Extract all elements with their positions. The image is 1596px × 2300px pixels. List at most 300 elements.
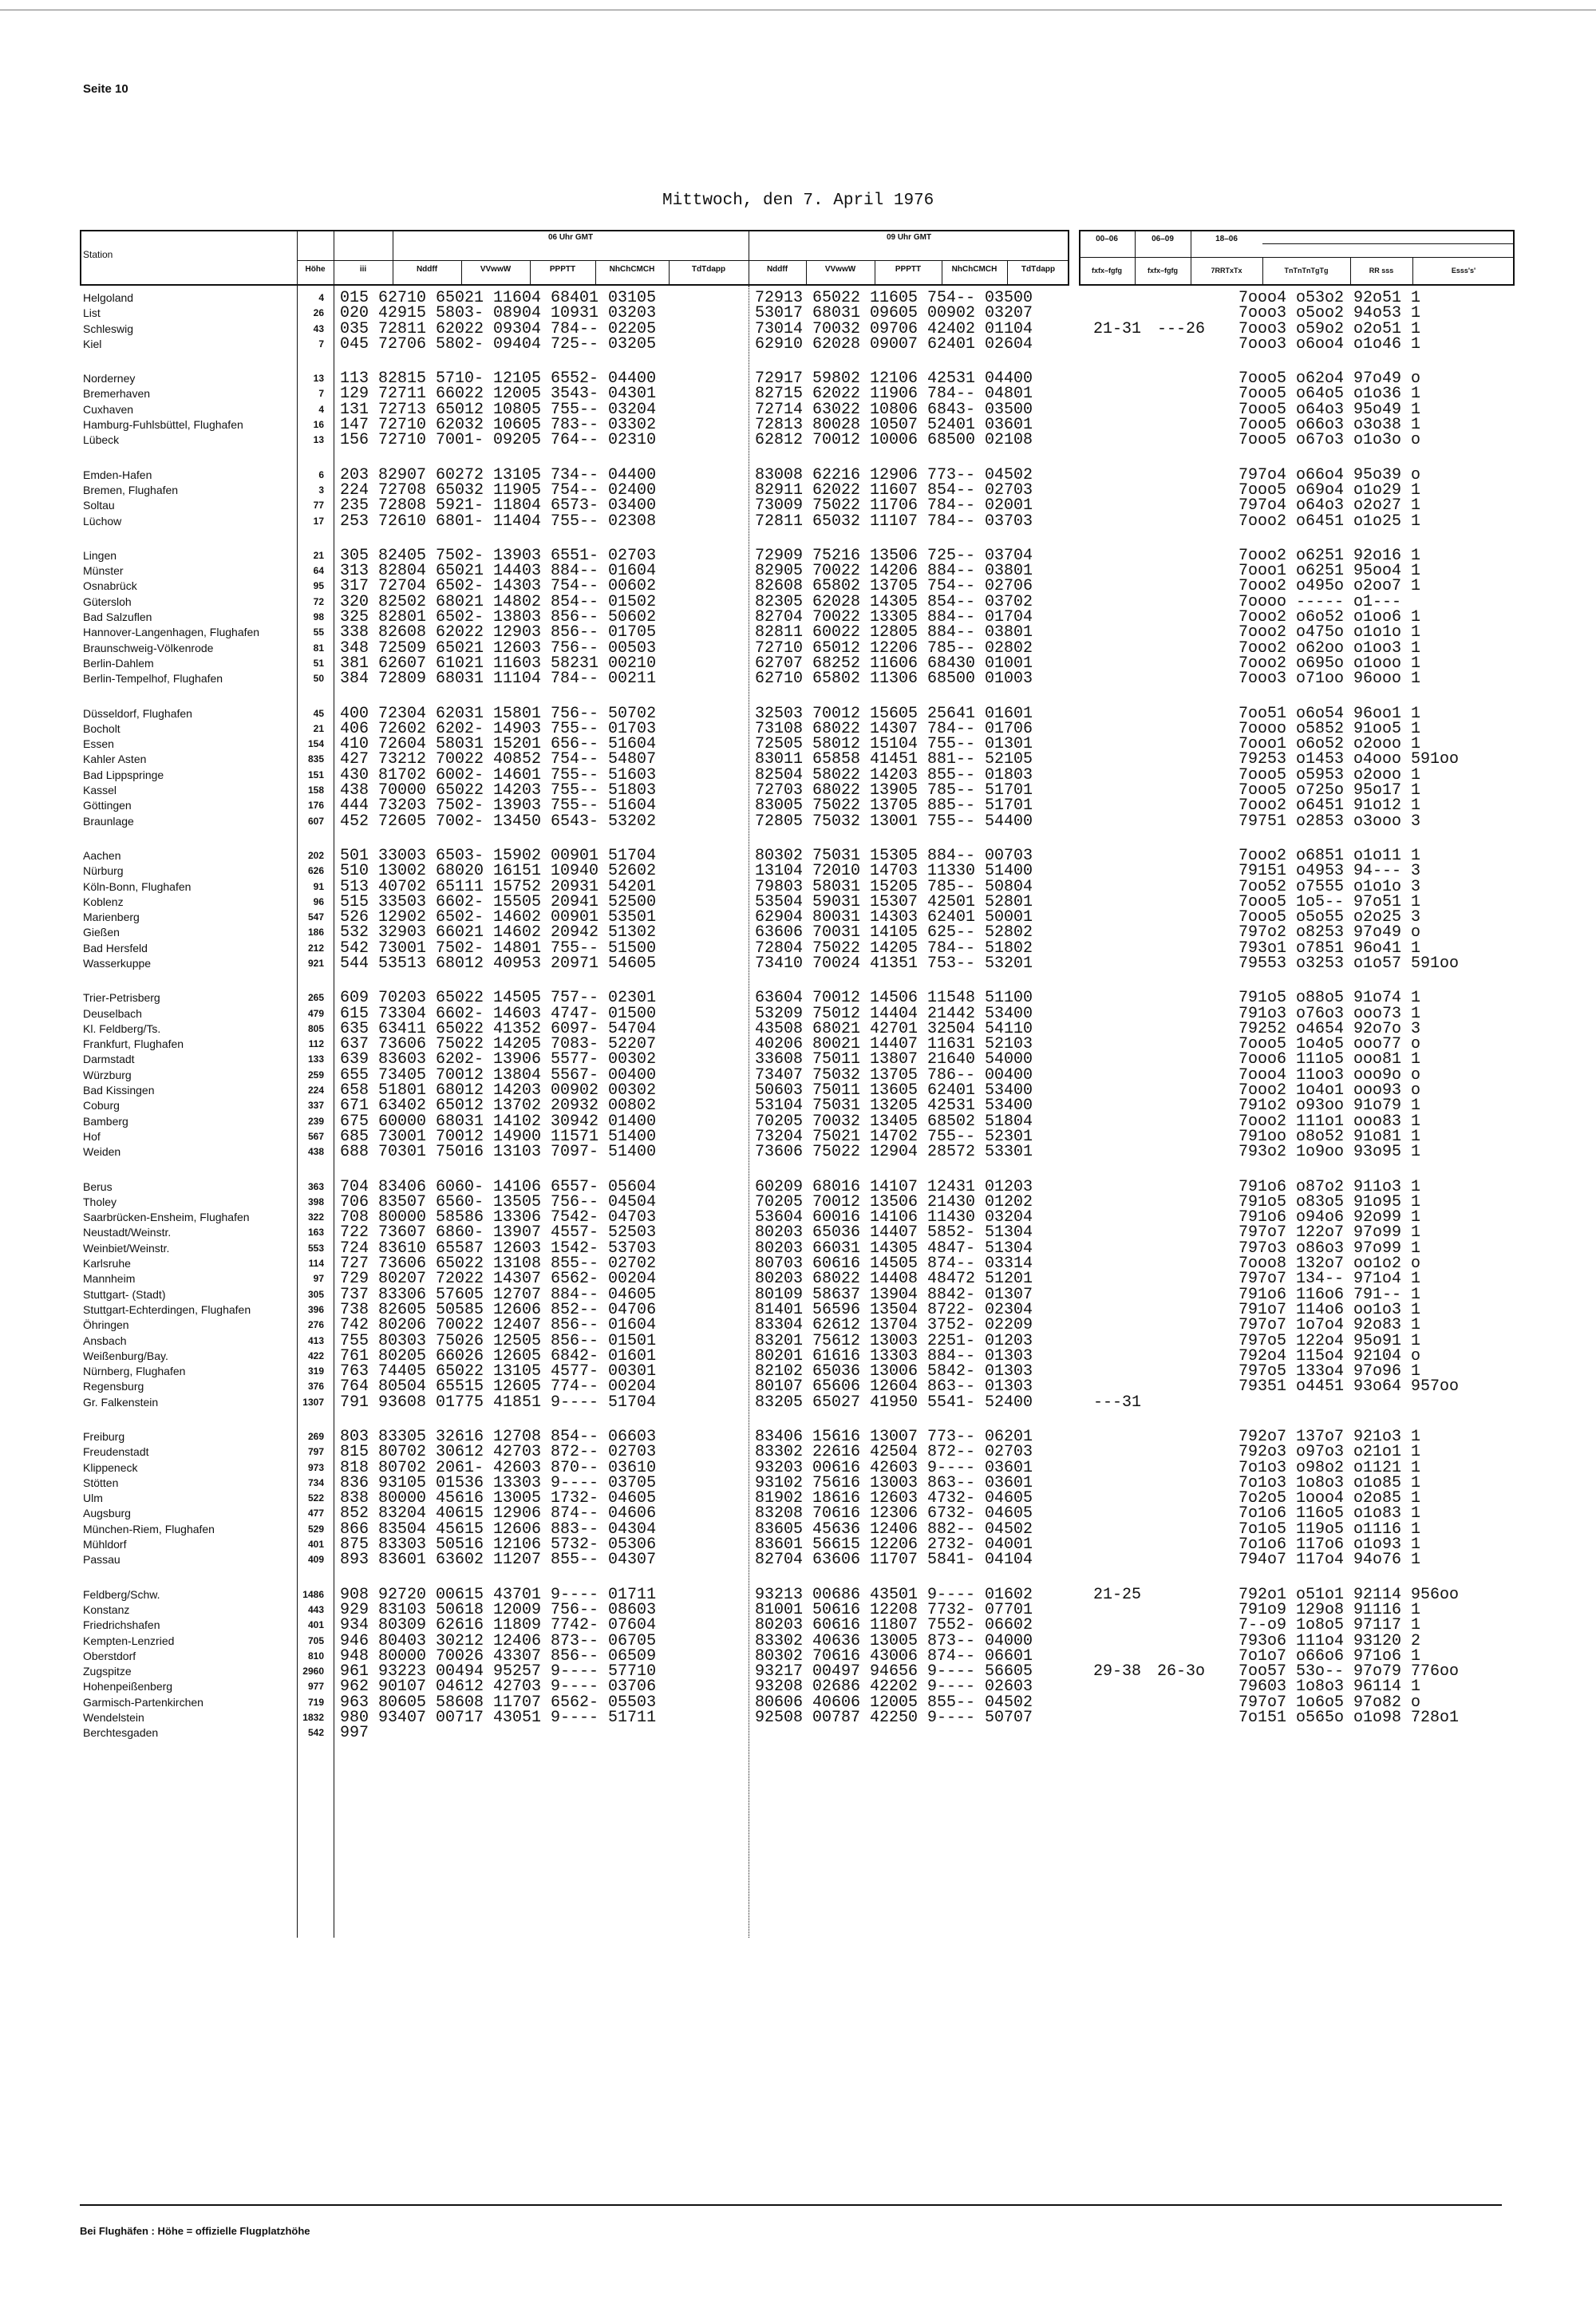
gust-06-09-value	[1157, 925, 1205, 940]
station-name: Marienberg	[83, 911, 140, 924]
row-group	[1238, 371, 1459, 448]
obs-09-row: 80703 60616 14505 874-- 03314	[755, 1256, 1033, 1272]
gust-00-06-value	[1093, 1256, 1141, 1271]
station-name: Helgoland	[83, 291, 134, 304]
station-altitude: 398	[307, 1195, 324, 1207]
gust-00-06-value	[1093, 337, 1141, 352]
extremes-row: 7ooo2 111o1 ooo83 1	[1238, 1113, 1421, 1129]
extremes-row: 7ooo5 o67o3 o1o3o o	[1238, 433, 1421, 449]
obs-06-row: 803 83305 32616 12708 854-- 06603	[340, 1429, 657, 1445]
station-altitude: 133	[307, 1053, 324, 1065]
station-name: Braunlage	[83, 814, 134, 828]
gust-00-06-value	[1093, 783, 1141, 798]
obs-06-row: 838 80000 45616 13005 1732- 04605	[340, 1491, 657, 1507]
gust-06-09-value	[1157, 721, 1205, 737]
row-group	[1238, 990, 1459, 1160]
obs-06-row: 513 40702 65111 15752 20931 54201	[340, 879, 657, 895]
row-group	[1093, 990, 1141, 1160]
obs-06-row: 501 33003 6503- 15902 00901 51704	[340, 848, 657, 864]
obs-06-row: 737 83306 57605 12707 884-- 04605	[340, 1286, 657, 1302]
obs-06-row: 235 72808 5921- 11804 6573- 03400	[340, 498, 657, 514]
station-name: Berlin-Dahlem	[83, 656, 154, 670]
obs-09-row: 40206 80021 14407 11631 52103	[755, 1037, 1033, 1053]
row-group	[340, 371, 656, 448]
extremes-row: 7ooo4 o53o2 92o51 1	[1238, 290, 1421, 306]
obs-09-row: 82704 70022 13305 884-- 01704	[755, 610, 1033, 626]
station-altitude: 45	[313, 707, 324, 719]
station-name: Feldberg/Schw.	[83, 1587, 290, 1602]
gust-06-09-value	[1157, 1602, 1205, 1618]
gust-06-09-value	[1157, 1679, 1205, 1694]
header-09-gmt: 09 Uhr GMT	[886, 233, 932, 242]
header-06-vvwww: VVwwW	[480, 265, 512, 274]
gust-00-06-value	[1093, 1429, 1141, 1444]
obs-09-row: 81001 50616 12208 7732- 07701	[755, 1602, 1033, 1618]
gust-00-06-value	[1093, 925, 1141, 940]
header-06-clouds: NhChCMCH	[609, 265, 655, 274]
obs-06-row: 129 72711 66022 12005 3543- 04301	[340, 386, 657, 402]
obs-09-row: 92508 00787 42250 9---- 50707	[755, 1710, 1033, 1726]
row-group	[340, 290, 656, 352]
gust-06-09-value	[1157, 783, 1205, 798]
row-group	[1157, 990, 1205, 1160]
extremes-row: 7oooo o5852 91oo5 1	[1238, 721, 1421, 737]
station-name: Schleswig	[83, 322, 134, 335]
obs-06-row: 544 53513 68012 40953 20971 54605	[340, 955, 657, 972]
station-name: Soltau	[83, 499, 115, 512]
gust-06-09-value	[1157, 1537, 1205, 1552]
row-group	[287, 990, 324, 1160]
obs-06-row: 893 83601 63602 11207 855-- 04307	[340, 1552, 657, 1568]
row-group	[340, 1587, 656, 1741]
station-altitude: 835	[307, 753, 324, 765]
gust-00-06-value	[1093, 610, 1141, 625]
extremes-row: 7ooo2 o6o52 o1oo6 1	[1238, 610, 1421, 626]
extremes-row: 7ooo1 o6251 95oo4 1	[1238, 563, 1421, 579]
obs-09-row: 72913 65022 11605 754-- 03500	[755, 290, 1033, 306]
station-altitude: 409	[307, 1554, 324, 1566]
station-name: Bad Salzuflen	[83, 611, 152, 624]
extremes-row: 791o9 129o8 91116 1	[1238, 1602, 1421, 1618]
obs-09-row: 83605 45636 12406 882-- 04502	[755, 1521, 1033, 1538]
extremes-row: 791o6 116o6 791-- 1	[1238, 1286, 1421, 1302]
obs-06-row: 706 83507 6560- 13505 756-- 04504	[340, 1194, 657, 1211]
extremes-row: 7o1o5 119o5 o1116 1	[1238, 1521, 1421, 1538]
header-09-ppptt: PPPTT	[895, 265, 922, 274]
obs-06-row: 658 51801 68012 14203 00902 00302	[340, 1083, 657, 1099]
station-name: Hamburg-Fuhlsbüttel, Flughafen	[83, 418, 243, 432]
obs-06-row: 131 72713 65012 10805 755-- 03204	[340, 401, 657, 418]
gust-06-09-value	[1157, 1129, 1205, 1144]
obs-06-row: 852 83204 40615 12906 874-- 04606	[340, 1506, 657, 1522]
gust-00-06-value	[1093, 1679, 1141, 1694]
gust-00-06-value	[1093, 1364, 1141, 1379]
gust-00-06-value	[1093, 498, 1141, 513]
station-name: Nürnberg, Flughafen	[83, 1365, 186, 1378]
extremes-row: 7ooo5 o64o5 o1o36 1	[1238, 386, 1421, 402]
gust-00-06-value	[1093, 1491, 1141, 1506]
spacer	[1238, 1395, 1459, 1410]
gust-00-06-value	[1093, 1460, 1141, 1476]
station-altitude: 224	[307, 1085, 324, 1097]
obs-06-row: 348 72509 65021 12603 756-- 00503	[340, 640, 657, 656]
obs-09-row: 73014 70032 09706 42402 01104	[755, 321, 1033, 337]
extremes-row: 792o4 115o4 92104 o	[1238, 1348, 1421, 1365]
row-group	[1093, 1587, 1141, 1741]
gust-00-06-value: 21-31	[1093, 321, 1142, 337]
gust-00-06-value	[1093, 1006, 1141, 1022]
extremes-row: 793o6 111o4 93120 2	[1238, 1633, 1421, 1649]
row-group	[1157, 706, 1205, 829]
header-06-gmt: 06 Uhr GMT	[547, 233, 594, 242]
gust-00-06-value	[1093, 1083, 1141, 1098]
station-altitude: 64	[313, 565, 324, 577]
obs-09-row: 83205 65027 41950 5541- 52400	[755, 1394, 1033, 1410]
station-name: Augsburg	[83, 1507, 131, 1520]
obs-09-row: 53017 68031 09605 00902 03207	[755, 306, 1033, 322]
extremes-row: 79253 o1453 o4ooo 591oo	[1238, 752, 1460, 768]
station-altitude: 1486	[302, 1588, 324, 1600]
station-name: Stötten	[83, 1476, 119, 1489]
obs-09-row: 70205 70012 13506 21430 01202	[755, 1194, 1033, 1211]
extremes-row: 792o3 o97o3 o21o1 1	[1238, 1444, 1421, 1460]
gust-00-06-value	[1093, 641, 1141, 656]
gust-00-06-value	[1093, 737, 1141, 752]
row-group	[83, 706, 290, 829]
extremes-row: 7ooo2 o6851 o1o11 1	[1238, 848, 1421, 864]
gust-00-06-value	[1093, 1349, 1141, 1364]
station-altitude: 259	[307, 1069, 324, 1081]
extremes-row: 7ooo1 o6o52 o2ooo 1	[1238, 737, 1421, 753]
gust-00-06-value	[1093, 306, 1141, 321]
obs-06-row: 406 72602 6202- 14903 755-- 01703	[340, 721, 657, 737]
station-altitude: 1832	[302, 1712, 324, 1724]
header-tn: TnTnTnTgTg	[1284, 267, 1329, 275]
gust-06-09-value	[1157, 1444, 1205, 1460]
row-group	[1238, 548, 1459, 687]
station-name: Göttingen	[83, 799, 132, 812]
gust-00-06-value	[1093, 468, 1141, 483]
gust-06-09-value	[1157, 956, 1205, 971]
station-altitude: 422	[307, 1350, 324, 1361]
header-iii: iii	[359, 265, 367, 274]
gust-06-09-value	[1157, 895, 1205, 910]
extremes-row: 791o5 o88o5 91o74 1	[1238, 990, 1421, 1006]
station-altitude: 4	[318, 403, 324, 415]
row-group	[287, 706, 324, 829]
header-06-nddff: Nddff	[416, 265, 438, 274]
station-altitude: 319	[307, 1365, 324, 1377]
obs-09-row: 72811 65032 11107 784-- 03703	[755, 513, 1033, 529]
obs-06-row: 675 60000 68031 14102 30942 01400	[340, 1113, 657, 1129]
obs-06-row: 224 72708 65032 11905 754-- 02400	[340, 482, 657, 499]
station-name: Ulm	[83, 1492, 103, 1505]
obs-06-row: 320 82502 68021 14802 854-- 01502	[340, 594, 657, 611]
extremes-row: 79603 1o8o3 96114 1	[1238, 1679, 1421, 1695]
gust-06-09-value	[1157, 1587, 1205, 1602]
gust-00-06-value	[1093, 1022, 1141, 1037]
obs-06-row: 818 80702 2061- 42603 870-- 03610	[340, 1460, 657, 1476]
gust-06-09-value	[1157, 671, 1205, 686]
station-name: Gr. Falkenstein	[83, 1395, 290, 1410]
station-altitude: 977	[307, 1681, 324, 1693]
station-name: Nürburg	[83, 864, 124, 878]
station-altitude: 21	[313, 549, 324, 561]
station-name: Kl. Feldberg/Ts.	[83, 1022, 290, 1037]
obs-06-row: 253 72610 6801- 11404 755-- 02308	[340, 513, 657, 529]
row-group	[755, 290, 1033, 352]
station-altitude: 186	[307, 927, 324, 939]
station-altitude: 151	[307, 769, 324, 780]
station-name: Kiel	[83, 337, 102, 350]
row-group	[1238, 706, 1459, 829]
obs-06-row: 515 33503 6602- 15505 20941 52500	[340, 894, 657, 911]
station-altitude: 265	[307, 992, 324, 1004]
obs-09-row: 80302 70616 43006 874-- 06601	[755, 1648, 1033, 1665]
extremes-row: 797o7 134-- 971o4 1	[1238, 1271, 1421, 1287]
row-group	[1238, 290, 1459, 352]
header-gust-06: fxfx–fgfg	[1148, 267, 1178, 275]
row-group	[1093, 1429, 1141, 1568]
station-altitude: 705	[307, 1634, 324, 1646]
obs-09-row: 72714 63022 10806 6843- 03500	[755, 401, 1033, 418]
row-group	[287, 468, 324, 529]
obs-09-row: 32503 70012 15605 25641 01601	[755, 705, 1033, 721]
obs-09-column	[755, 290, 1033, 1761]
gust-00-06-value	[1093, 1537, 1141, 1552]
station-name: Karlsruhe	[83, 1257, 131, 1271]
extremes-row: 7ooo2 o695o o1ooo 1	[1238, 655, 1421, 672]
gust-06-09-value	[1157, 641, 1205, 656]
obs-06-row: 836 93105 01536 13303 9---- 03705	[340, 1475, 657, 1492]
station-altitude: 2960	[302, 1666, 324, 1678]
station-altitude: 413	[307, 1334, 324, 1346]
gust-06-09-value	[1157, 879, 1205, 895]
extremes-row: 7ooo2 1o4o1 ooo93 o	[1238, 1083, 1421, 1099]
station-name: Saarbrücken-Ensheim, Flughafen	[83, 1211, 250, 1224]
header-range-06-09: 06–09	[1152, 235, 1174, 243]
gust-06-09-value	[1157, 433, 1205, 448]
gust-06-09-value	[1157, 402, 1205, 417]
extremes-row: 797o4 o66o4 95o39 o	[1238, 467, 1421, 483]
gust-06-09-value	[1157, 1271, 1205, 1286]
header-09-clouds: NhChCMCH	[951, 265, 998, 274]
obs-09-row: 73108 68022 14307 784-- 01706	[755, 721, 1033, 737]
station-altitude: 376	[307, 1381, 324, 1393]
obs-09-row: 93102 75616 13003 863-- 03601	[755, 1475, 1033, 1492]
obs-06-row: 430 81702 6002- 14601 755-- 51603	[340, 767, 657, 784]
obs-06-row: 908 92720 00615 43701 9---- 01711	[340, 1587, 657, 1602]
extremes-row: 7ooo2 o6251 92o16 1	[1238, 547, 1421, 564]
station-altitude: 21	[313, 722, 324, 734]
station-name: Oberstdorf	[83, 1649, 290, 1664]
station-name: Kempten-Lenzried	[83, 1634, 175, 1647]
gust-00-06-value	[1093, 1225, 1141, 1240]
station-altitude: 112	[308, 1038, 324, 1050]
obs-09-row: 70205 70032 13405 68502 51804	[755, 1113, 1033, 1129]
row-group	[1157, 548, 1205, 687]
gust-06-09-value	[1157, 1476, 1205, 1491]
extremes-row: 79751 o2853 o3ooo 3	[1238, 813, 1421, 829]
obs-06-row: 400 72304 62031 15801 756-- 50702	[340, 705, 657, 721]
station-name: Hof	[83, 1129, 101, 1143]
gust-00-06-value	[1093, 595, 1141, 610]
obs-06-row: 742 80206 70022 12407 856-- 01604	[340, 1318, 657, 1334]
extremes-row: 794o7 117o4 94o76 1	[1238, 1552, 1421, 1568]
extremes-row: 793o2 1o9oo 93o95 1	[1238, 1144, 1421, 1160]
station-altitude: 401	[307, 1539, 324, 1551]
gust-06-09-value	[1157, 1302, 1205, 1318]
row-group	[1157, 371, 1205, 448]
obs-09-row: 43508 68021 42701 32504 54110	[755, 1021, 1033, 1037]
station-name: Zugspitze	[83, 1664, 290, 1679]
row-group	[83, 371, 290, 448]
station-altitude: 4	[318, 292, 324, 303]
station-name: Bamberg	[83, 1114, 128, 1128]
gust-06-09-value	[1157, 1491, 1205, 1506]
station-altitude: 114	[308, 1258, 324, 1270]
station-altitude: 305	[307, 1288, 324, 1300]
obs-06-row: 510 13002 68020 16151 10940 52602	[340, 863, 657, 879]
extremes-row: 7oo51 o6o54 96oo1 1	[1238, 705, 1421, 721]
obs-09-row: 80107 65606 12604 863-- 01303	[755, 1379, 1033, 1395]
row-group	[755, 706, 1033, 829]
extremes-row: 791o6 o87o2 911o3 1	[1238, 1179, 1421, 1195]
station-altitude: 81	[313, 642, 324, 654]
station-altitude: 158	[307, 784, 324, 796]
station-altitude: 13	[313, 373, 324, 385]
extremes-row: 79252 o4654 92o7o 3	[1238, 1021, 1421, 1037]
station-altitude: 26	[313, 307, 324, 319]
station-altitude: 163	[307, 1227, 324, 1239]
gust-06-09-value	[1157, 941, 1205, 956]
obs-06-row: 452 72605 7002- 13450 6543- 53202	[340, 813, 657, 829]
extremes-row: 797o7 122o7 97o99 1	[1238, 1225, 1421, 1241]
gust-06-09-value	[1157, 1349, 1205, 1364]
gust-06-09-value	[1157, 814, 1205, 829]
station-name: Lingen	[83, 548, 117, 562]
gust-06-09-value	[1157, 1506, 1205, 1521]
gust-06-09-value	[1157, 848, 1205, 863]
gust-06-09-value	[1157, 1037, 1205, 1052]
obs-06-row: 427 73212 70022 40852 754-- 54807	[340, 752, 657, 768]
gust-00-06-value	[1093, 290, 1141, 306]
gust-00-06-value	[1093, 1334, 1141, 1349]
gust-06-09-value	[1157, 306, 1205, 321]
gust-06-09-column	[1157, 290, 1205, 1761]
gust-06-09-value	[1157, 498, 1205, 513]
obs-09-row: 80203 66031 14305 4847- 51304	[755, 1240, 1033, 1257]
extremes-row: 797o5 122o4 95o91 1	[1238, 1333, 1421, 1349]
obs-09-row: 83011 65858 41451 881-- 52105	[755, 752, 1033, 768]
station-name: Würzburg	[83, 1068, 132, 1081]
obs-09-row: 79803 58031 15205 785-- 50804	[755, 879, 1033, 895]
station-altitude: 529	[307, 1523, 324, 1535]
obs-09-row: 53209 75012 14404 21442 53400	[755, 1006, 1033, 1022]
station-altitude: 55	[313, 626, 324, 638]
obs-09-row: 82704 63606 11707 5841- 04104	[755, 1552, 1033, 1568]
gust-00-06-value	[1093, 656, 1141, 671]
station-name: Berlin-Tempelhof, Flughafen	[83, 672, 223, 686]
station-name: Tholey	[83, 1195, 117, 1208]
row-group	[83, 990, 290, 1160]
extremes-row: 797o3 o86o3 97o99 1	[1238, 1240, 1421, 1257]
station-column	[83, 290, 290, 1761]
gust-00-06-value	[1093, 941, 1141, 956]
row-group	[755, 468, 1033, 529]
station-name: Klippeneck	[83, 1460, 290, 1476]
extremes-row: 7oooo ----- o1---	[1238, 594, 1402, 611]
gust-00-06-value	[1093, 752, 1141, 767]
obs-09-row: 73204 75021 14702 755-- 52301	[755, 1128, 1033, 1145]
station-name: Gießen	[83, 926, 120, 939]
station-name: Lübeck	[83, 433, 120, 447]
row-group	[287, 1587, 324, 1741]
obs-06-row: 763 74405 65022 13105 4577- 00301	[340, 1364, 657, 1380]
station-altitude: 810	[307, 1650, 324, 1662]
gust-06-09-value	[1157, 768, 1205, 783]
obs-06-row: 934 80309 62616 11809 7742- 07604	[340, 1618, 657, 1634]
gust-00-06-value	[1093, 798, 1141, 813]
row-group	[83, 1429, 290, 1568]
obs-06-row: 338 82608 62022 12903 856-- 01705	[340, 625, 657, 641]
obs-06-row: 962 90107 04612 42703 9---- 03706	[340, 1679, 657, 1695]
obs-06-row: 724 83610 65587 12603 1542- 53703	[340, 1240, 657, 1257]
obs-09-row: 93213 00686 43501 9---- 01602	[755, 1587, 1033, 1602]
obs-09-row: 62812 70012 10006 68500 02108	[755, 433, 1033, 449]
station-name: Darmstadt	[83, 1053, 135, 1066]
gust-00-06-value	[1093, 1552, 1141, 1567]
obs-09-row: 73407 75032 13705 786-- 00400	[755, 1067, 1033, 1084]
obs-09-row: 73410 70024 41351 753-- 53201	[755, 955, 1033, 972]
row-group	[1238, 468, 1459, 529]
row-group	[755, 1429, 1033, 1568]
extremes-row: 7ooo2 o6451 91o12 1	[1238, 798, 1421, 814]
gust-00-06-column	[1093, 290, 1141, 1761]
station-name: Stuttgart-Echterdingen, Flughafen	[83, 1302, 251, 1316]
station-name: Weiden	[83, 1145, 121, 1159]
gust-06-09-value	[1157, 595, 1205, 610]
extremes-row: 79151 o4953 94--- 3	[1238, 863, 1421, 879]
gust-06-09-value	[1157, 563, 1205, 579]
obs-09-row: 93203 00616 42603 9---- 03601	[755, 1460, 1033, 1476]
station-name: Friedrichshafen	[83, 1618, 160, 1632]
gust-00-06-value	[1093, 1037, 1141, 1052]
obs-09-row: 82905 70022 14206 884-- 03801	[755, 563, 1033, 579]
station-altitude: 337	[307, 1100, 324, 1112]
obs-06-row: 317 72704 6502- 14303 754-- 00602	[340, 579, 657, 595]
extremes-row: 792o7 137o7 921o3 1	[1238, 1429, 1421, 1445]
obs-09-row: 72917 59802 12106 42531 04400	[755, 371, 1033, 387]
station-name: Deuselbach	[83, 1006, 142, 1020]
row-group	[1093, 706, 1141, 829]
extremes-row: 797o4 o64o3 o2o27 1	[1238, 498, 1421, 514]
station-name: Düsseldorf, Flughafen	[83, 706, 192, 720]
gust-06-09-value	[1157, 1695, 1205, 1710]
station-name: Bocholt	[83, 721, 120, 735]
gust-00-06-value	[1093, 548, 1141, 563]
gust-06-09-value	[1157, 1180, 1205, 1195]
gust-00-06-value	[1093, 402, 1141, 417]
gust-00-06-value	[1093, 1129, 1141, 1144]
gust-06-09-value	[1157, 290, 1205, 306]
row-group	[340, 1180, 656, 1410]
station-name: Lüchow	[83, 514, 122, 528]
gust-06-09-value	[1157, 1144, 1205, 1160]
gust-06-09-value	[1157, 483, 1205, 498]
gust-06-09-value	[1157, 798, 1205, 813]
row-group	[1093, 371, 1141, 448]
